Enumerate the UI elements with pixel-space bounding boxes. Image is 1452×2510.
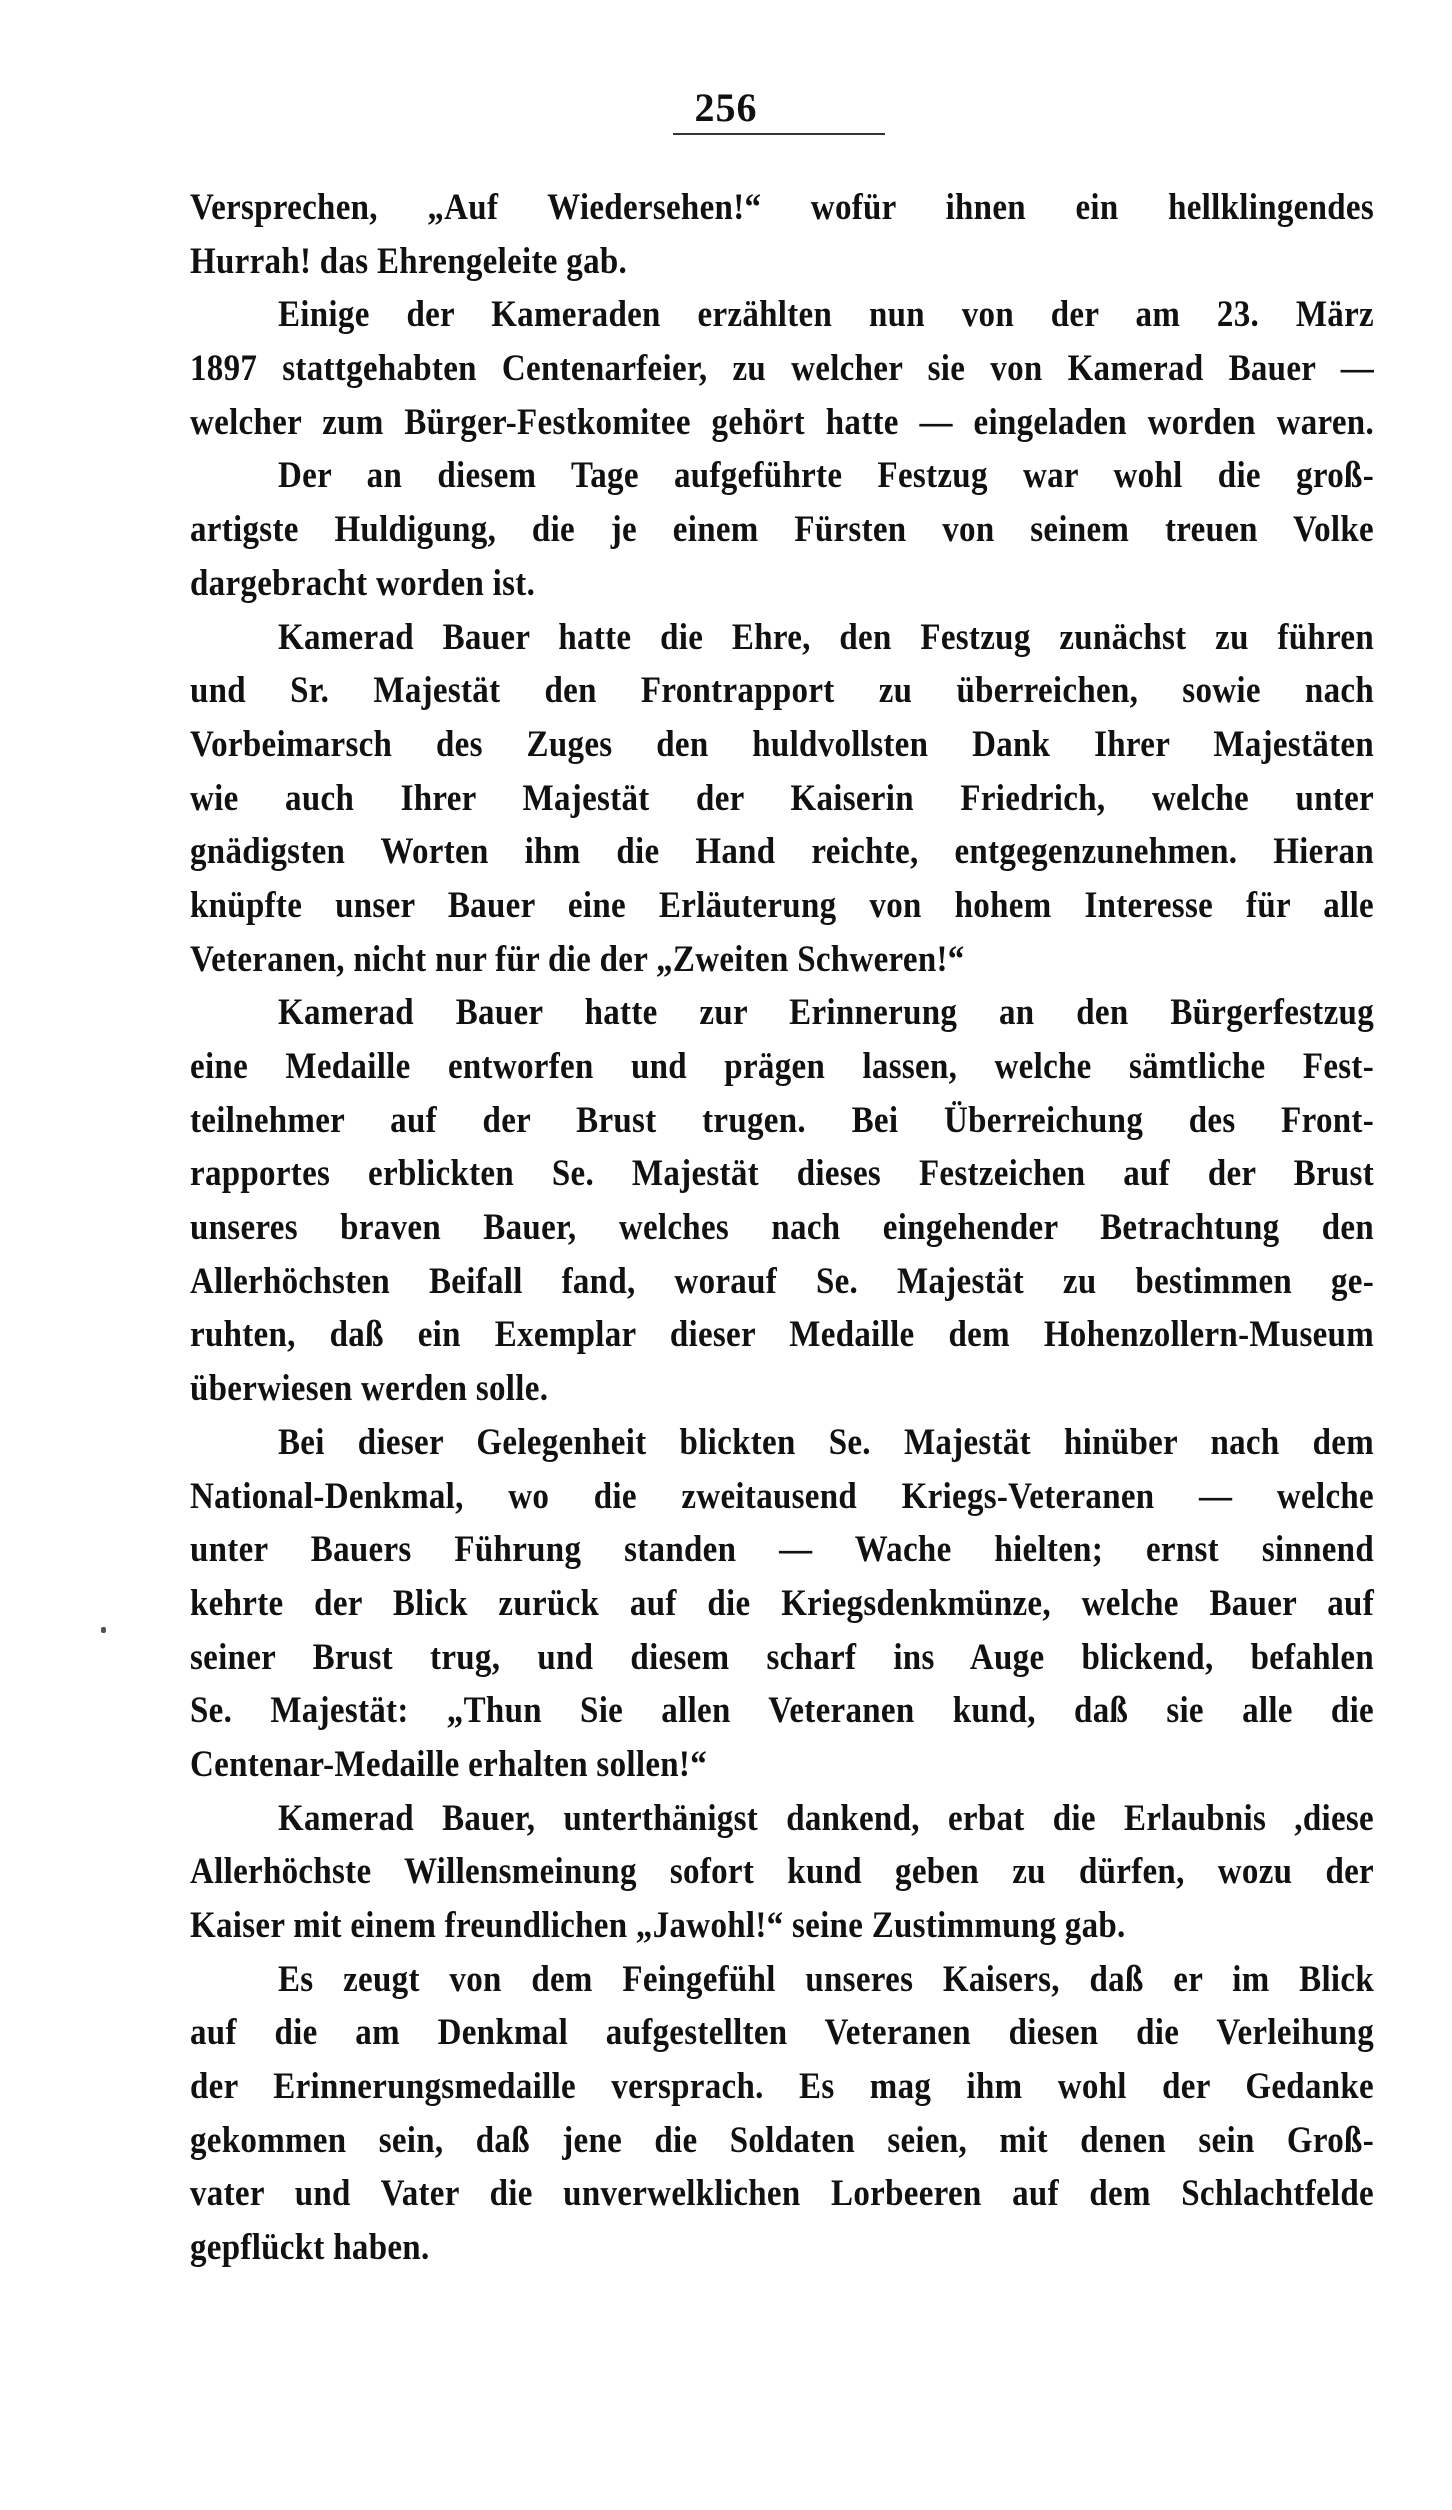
- text-line: Se. Majestät: „Thun Sie allen Veteranen kund, daß sie alle die: [190, 1690, 1374, 1732]
- text-line: gekommen sein, daß jene die Soldaten seien, mit denen sein Groß-: [190, 2120, 1374, 2161]
- text-line: unter Bauers Führung standen — Wache hielten; ernst sinnend: [190, 1529, 1374, 1571]
- text-line: welcher zum Bürger-Festkomitee gehört hatte — eingeladen worden waren.: [190, 402, 1374, 443]
- text-line: Kamerad Bauer hatte die Ehre, den Festzug zunächst zu führen: [278, 617, 1374, 658]
- text-line: eine Medaille entworfen und prägen lassen, welche sämtliche Fest-: [190, 1046, 1374, 1088]
- text-line: Hurrah! das Ehrengeleite gab.: [190, 241, 628, 282]
- text-line: seiner Brust trug, und diesem scharf ins Auge blickend, befahlen: [190, 1637, 1374, 1678]
- text-line: Kamerad Bauer hatte zur Erinnerung an den Bürgerfestzug: [278, 993, 1374, 1034]
- body-text: [190, 182, 1374, 2276]
- text-line: wie auch Ihrer Majestät der Kaiserin Friedrich, welche unter: [190, 778, 1374, 819]
- text-line: und Sr. Majestät den Frontrapport zu überreichen, sowie nach: [190, 670, 1374, 712]
- header-rule: [673, 133, 885, 135]
- text-line: der Erinnerungsmedaille versprach. Es mag ihm wohl der Gedanke: [190, 2066, 1374, 2108]
- text-line: knüpfte unser Bauer eine Erläuterung von hohem Interesse für alle: [190, 885, 1374, 926]
- text-line: auf die am Denkmal aufgestellten Veteranen diesen die Verleihung: [190, 2013, 1374, 2054]
- text-line: kehrte der Blick zurück auf die Kriegsdenkmünze, welche Bauer auf: [190, 1583, 1374, 1624]
- text-line: gepflückt haben.: [190, 2227, 430, 2269]
- text-line: Allerhöchsten Beifall fand, worauf Se. Majestät zu bestimmen ge-: [190, 1261, 1374, 1302]
- text-line: Kamerad Bauer, unterthänigst dankend, erbat die Erlaubnis ,diese: [278, 1798, 1374, 1839]
- text-line: Einige der Kameraden erzählten nun von der am 23. März: [278, 295, 1374, 336]
- text-line: Der an diesem Tage aufgeführte Festzug war wohl die groß-: [278, 456, 1374, 497]
- text-line: rapportes erblickten Se. Majestät dieses Festzeichen auf der Brust: [190, 1154, 1374, 1195]
- scan-speck: [101, 1627, 106, 1633]
- text-line: ruhten, daß ein Exemplar dieser Medaille dem Hohenzollern-Museum: [190, 1315, 1374, 1356]
- text-line: Kaiser mit einem freundlichen „Jawohl!“ seine Zustimmung gab.: [190, 1905, 1126, 1947]
- text-line: Bei dieser Gelegenheit blickten Se. Majestät hinüber nach dem: [278, 1422, 1374, 1463]
- text-line: Vorbeimarsch des Zuges den huldvollsten Dank Ihrer Majestäten: [190, 724, 1374, 765]
- page-number: 256: [694, 85, 758, 130]
- text-line: Es zeugt von dem Feingefühl unseres Kaisers, daß er im Blick: [278, 1959, 1374, 2000]
- text-line: artigste Huldigung, die je einem Fürsten von seinem treuen Volke: [190, 509, 1374, 551]
- text-line: gnädigsten Worten ihm die Hand reichte, entgegenzunehmen. Hieran: [190, 831, 1374, 873]
- text-line: überwiesen werden solle.: [190, 1368, 549, 1410]
- text-line: Veteranen, nicht nur für die der „Zweiten Schweren!“: [190, 939, 965, 980]
- text-line: dargebracht worden ist.: [190, 563, 536, 604]
- text-line: vater und Vater die unverwelklichen Lorbeeren auf dem Schlachtfelde: [190, 2174, 1374, 2215]
- text-line: unseres braven Bauer, welches nach eingehender Betrachtung den: [190, 1207, 1374, 1249]
- text-line: Versprechen, „Auf Wiedersehen!“ wofür ihnen ein hellklingendes: [190, 187, 1374, 229]
- text-line: National-Denkmal, wo die zweitausend Kriegs-Veteranen — welche: [190, 1476, 1374, 1517]
- text-line: teilnehmer auf der Brust trugen. Bei Überreichung des Front-: [190, 1100, 1374, 1141]
- text-line: 1897 stattgehabten Centenarfeier, zu welcher sie von Kamerad Bauer —: [190, 348, 1374, 390]
- text-line: Allerhöchste Willensmeinung sofort kund geben zu dürfen, wozu der: [190, 1852, 1374, 1893]
- text-line: Centenar-Medaille erhalten sollen!“: [190, 1744, 708, 1785]
